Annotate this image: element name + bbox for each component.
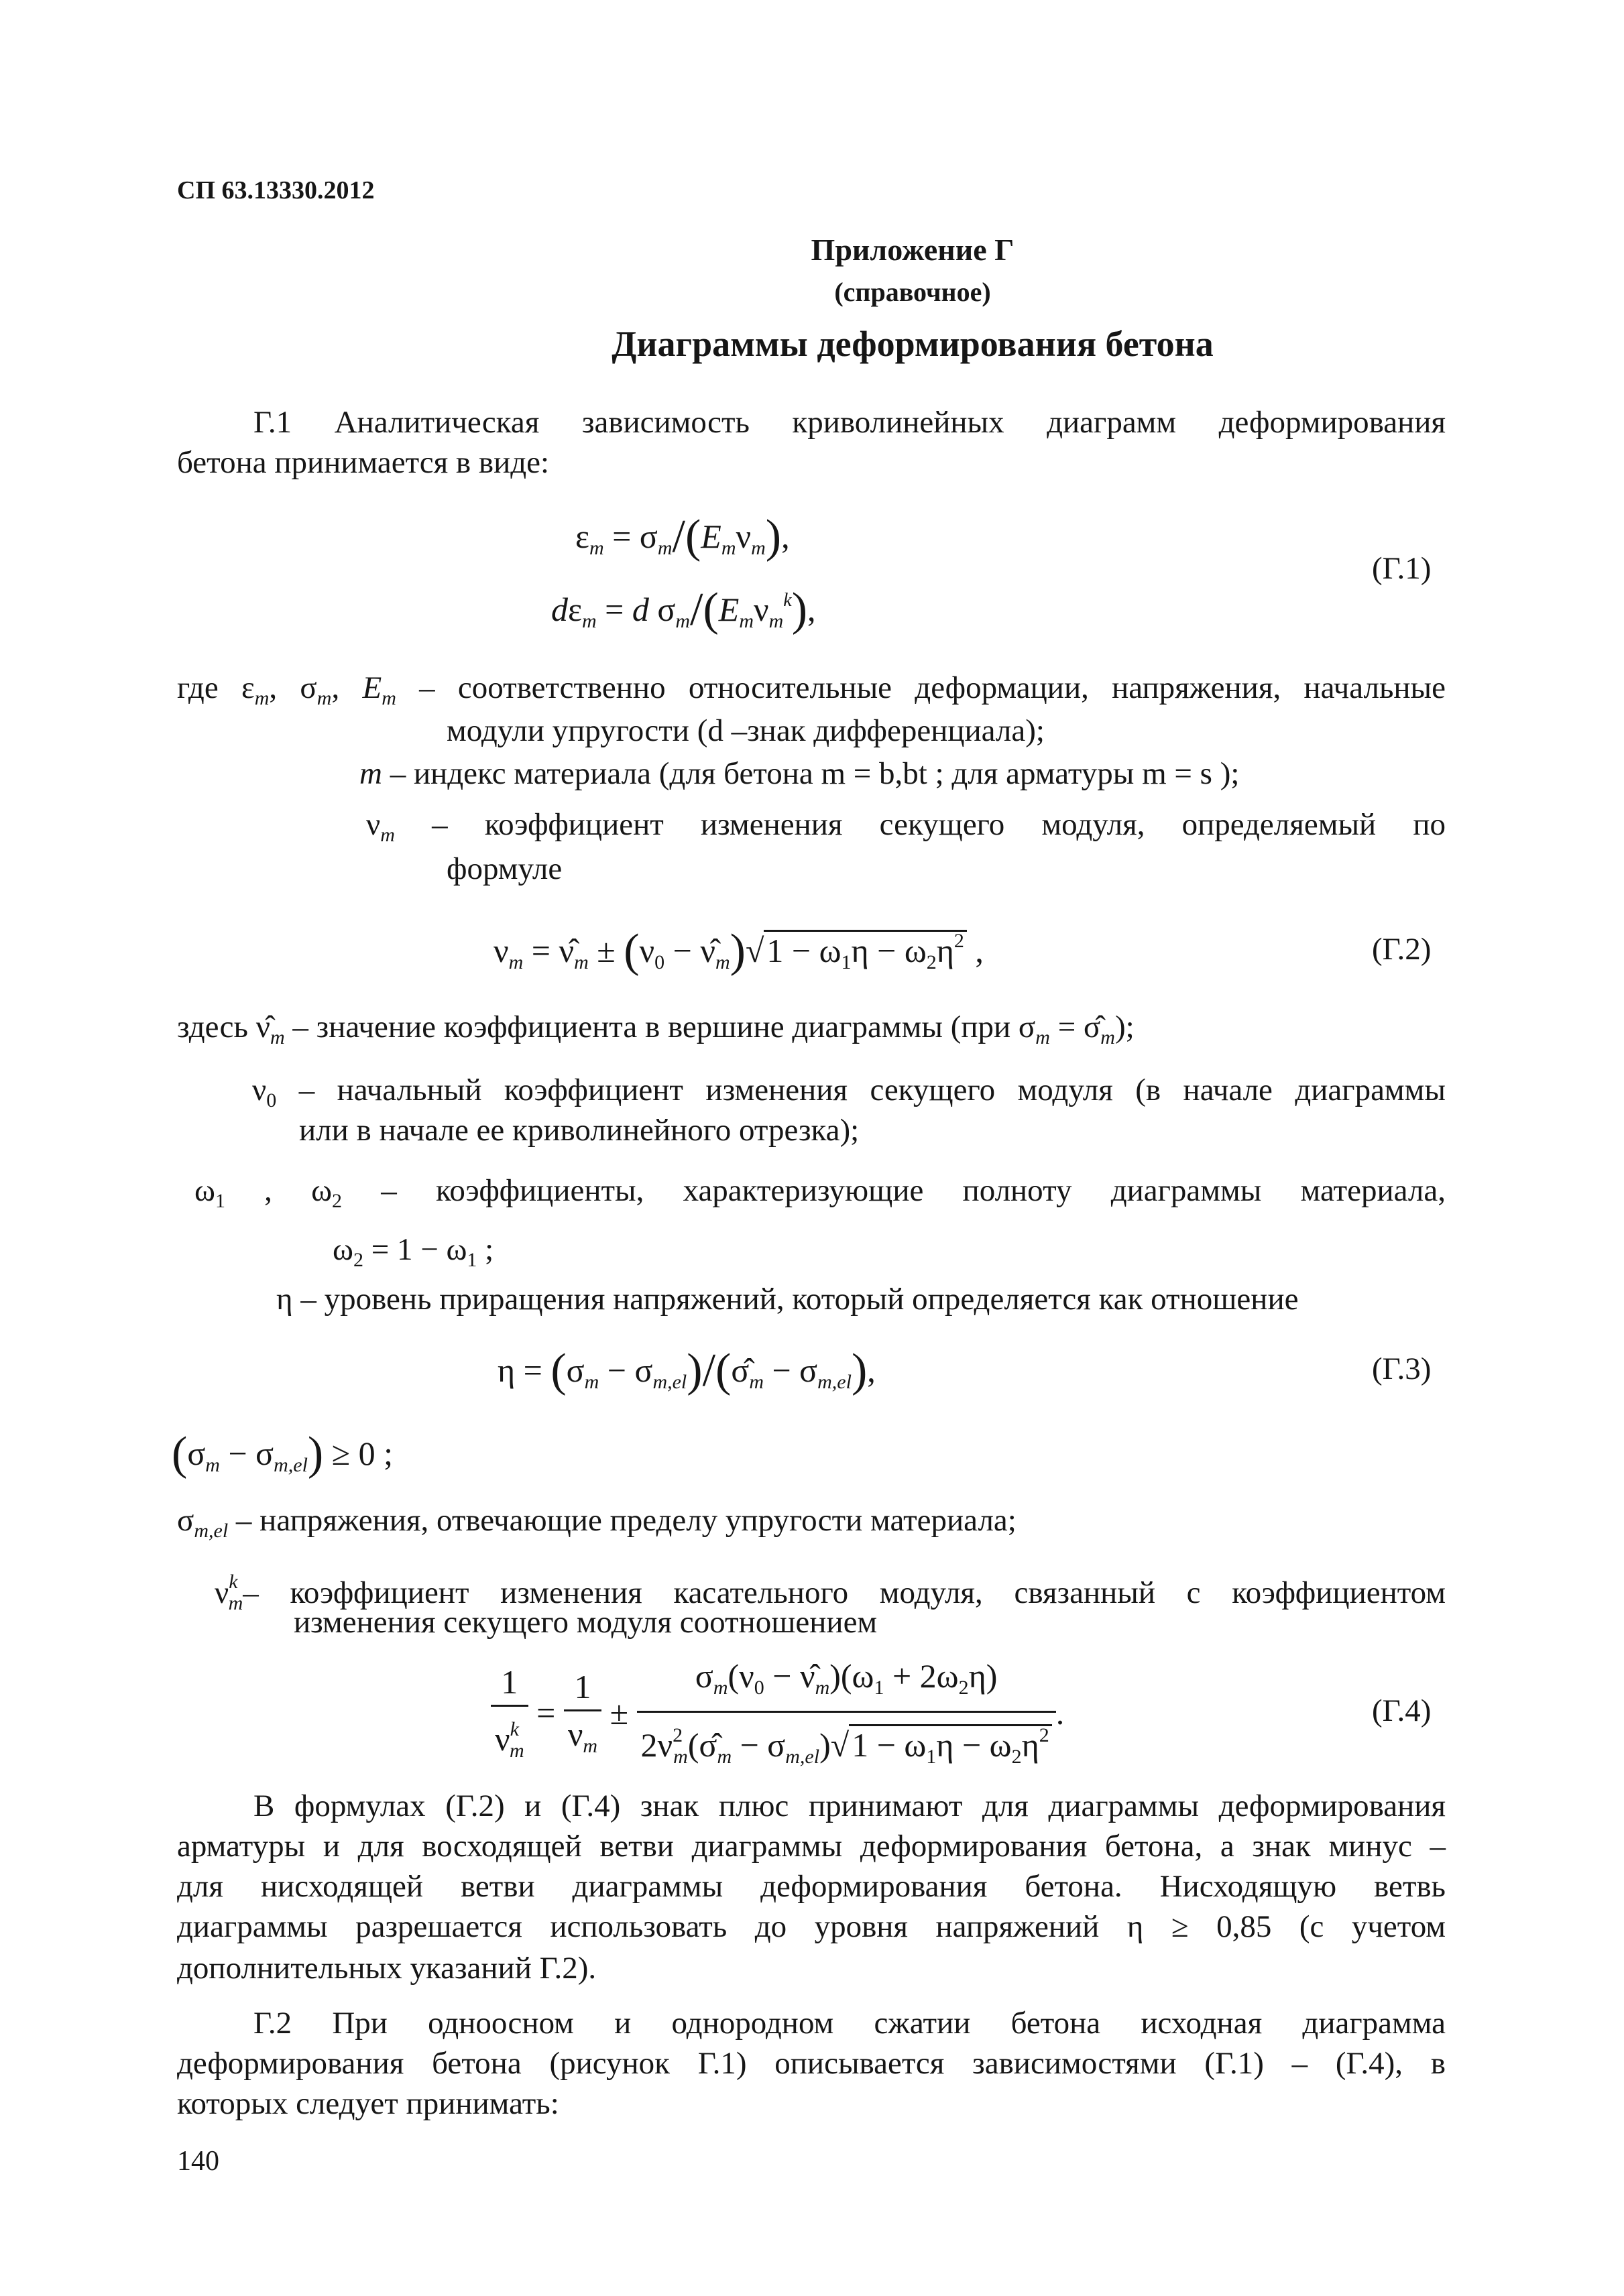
p3-line2: деформирования бетона (рисунок Г.1) описывается зависимостями (Г.1) – (Г.4), в bbox=[177, 2046, 1446, 2081]
formula-g1-line1: $\varepsilon_m = \sigma_m/(E_m\nu_m)$, bbox=[575, 511, 790, 562]
document-code: СП 63.13330.2012 bbox=[177, 176, 375, 204]
where1-m-line: m – индекс материала (для бетона m = b,bt ; для арматуры m = s ); bbox=[359, 756, 1240, 791]
formula-g4-label: (Г.4) bbox=[1372, 1693, 1432, 1728]
p2-line3: для нисходящей ветви диаграммы деформирования бетона. Нисходящую ветвь bbox=[177, 1869, 1446, 1904]
where2-line1: здесь $\nû_m$ – значение коэффициента в вершине диаграммы (при $\sigma_m$ = $\sigmâ_m$); bbox=[177, 1010, 1135, 1048]
where1-line1: где $\varepsilon_m$, $\sigma_m$, $E_m$ – соответственно относительные деформации, напряжения, начальные bbox=[177, 670, 1446, 709]
where2-nu-hat-text: – значение коэффициента в вершине диаграммы (при bbox=[284, 1010, 1019, 1044]
where2-eta-line: η – уровень приращения напряжений, который определяется как отношение bbox=[276, 1282, 1299, 1317]
where2-nu0-line1: $\nu_0$ – начальный коэффициент изменения секущего модуля (в начале диаграммы bbox=[252, 1073, 1446, 1111]
formula-g1-line2: $d\varepsilon_m = d$ $\sigma_m/(E_m\nu_m^k)$, bbox=[551, 584, 816, 636]
where2-nu0-text: – начальный коэффициент изменения секущего модуля (в начале диаграммы bbox=[276, 1073, 1446, 1107]
p2-line5: дополнительных указаний Г.2). bbox=[177, 1951, 597, 1986]
nuk-line2: изменения секущего модуля соотношением bbox=[294, 1605, 878, 1640]
appendix-heading: Диаграммы деформирования бетона bbox=[612, 324, 1214, 364]
inequality: $(\sigma_m - \sigma_{m,el}) \ge 0$ ; bbox=[172, 1428, 394, 1479]
page-number: 140 bbox=[177, 2146, 219, 2177]
where2-omega-line2: $\omega_2 = 1 - \omega_1$ ; bbox=[333, 1232, 494, 1271]
where1-nu-text: – коэффициент изменения секущего модуля, определяемый по bbox=[394, 807, 1446, 842]
formula-g2: $\nu_m$ = $\nû_m \pm (\nu_0$ − $\nû_m)√1 - \omega_1\eta - \omega_2\eta^2$ , bbox=[494, 925, 984, 977]
formula-g4: $\frac{1}{\nu^k_m}$ = $\frac{1}{\nu_m}$ ± $\frac{\sigma_m(\nu_0 - \nû_m)(\omega_1 + 2\omega_2\eta)}{2\nu^2_m(\sigmâ_m - \sigma_{m,el})√1 - \omega_1\eta - \omega_2\eta^2}$ . bbox=[491, 1656, 1064, 1777]
p2-line2: арматуры и для восходящей ветви диаграммы деформирования бетона, а знак минус – bbox=[177, 1829, 1446, 1864]
where1-nu-line2: формуле bbox=[447, 851, 563, 886]
p1-line2: бетона принимается в виде: bbox=[177, 445, 550, 480]
p3-line3: которых следует принимать: bbox=[177, 2086, 559, 2121]
where2-omega-text: – коэффициенты, характеризующие полноту диаграммы материала, bbox=[342, 1173, 1446, 1208]
nuk-line1: $\nu^k_m-$ коэффициент изменения касательного модуля, связанный с коэффициентом bbox=[215, 1571, 1446, 1614]
p2-line4a: диаграммы разрешается использовать до уровня напряжений bbox=[177, 1909, 1100, 1944]
p2-line4b: η ≥ 0,85 bbox=[1126, 1909, 1272, 1944]
where1-line2: модули упругости (d –знак дифференциала); bbox=[447, 713, 1045, 748]
sigma-el-line: $\sigma_{m,el}$ – напряжения, отвечающие пределу упругости материала; bbox=[177, 1503, 1017, 1542]
sigma-el-text: – напряжения, отвечающие пределу упругости материала; bbox=[228, 1503, 1017, 1538]
here-word: здесь bbox=[177, 1010, 256, 1044]
formula-g2-label: (Г.2) bbox=[1372, 932, 1432, 967]
where2-eta-text: – уровень приращения напряжений, который определяется как отношение bbox=[292, 1282, 1299, 1317]
formula-g3-label: (Г.3) bbox=[1372, 1351, 1432, 1386]
appendix-subtitle: (справочное) bbox=[834, 277, 991, 307]
formula-g3: $\eta = (\sigma_m$ − $\sigma_{m,el})/(\sigmâ_m - \sigma_{m,el})$, bbox=[498, 1345, 876, 1396]
where1-m-text: – индекс материала (для бетона m = b,bt ; для арматуры m = s ); bbox=[382, 756, 1240, 791]
formula-g1-label: (Г.1) bbox=[1372, 551, 1432, 586]
p3-line1: Г.2 При одноосном и однородном сжатии бетона исходная диаграмма bbox=[253, 2006, 1446, 2041]
p2-line1: В формулах (Г.2) и (Г.4) знак плюс принимают для диаграммы деформирования bbox=[253, 1789, 1446, 1823]
where2-omega-line1: $\omega_1$ , $\omega_2$ – коэффициенты, характеризующие полноту диаграммы материала, bbox=[194, 1173, 1446, 1212]
p1-line1: Г.1 Аналитическая зависимость криволинейных диаграмм деформирования bbox=[253, 405, 1446, 440]
where1-nu-line: $\nu_m$ – коэффициент изменения секущего модуля, определяемый по bbox=[366, 807, 1446, 846]
p2-line4 bbox=[177, 1907, 1446, 1947]
where1-line1-rest: – соответственно относительные деформации, напряжения, начальные bbox=[396, 670, 1446, 705]
where-lead: где ε bbox=[177, 670, 255, 705]
p2-line4c: (с учетом bbox=[1299, 1909, 1446, 1944]
appendix-title: Приложение Г bbox=[811, 233, 1014, 267]
where2-nu0-line2: или в начале ее криволинейного отрезка); bbox=[299, 1113, 860, 1148]
nuk-text: – коэффициент изменения касательного модуля, связанный с коэффициентом bbox=[243, 1575, 1446, 1610]
